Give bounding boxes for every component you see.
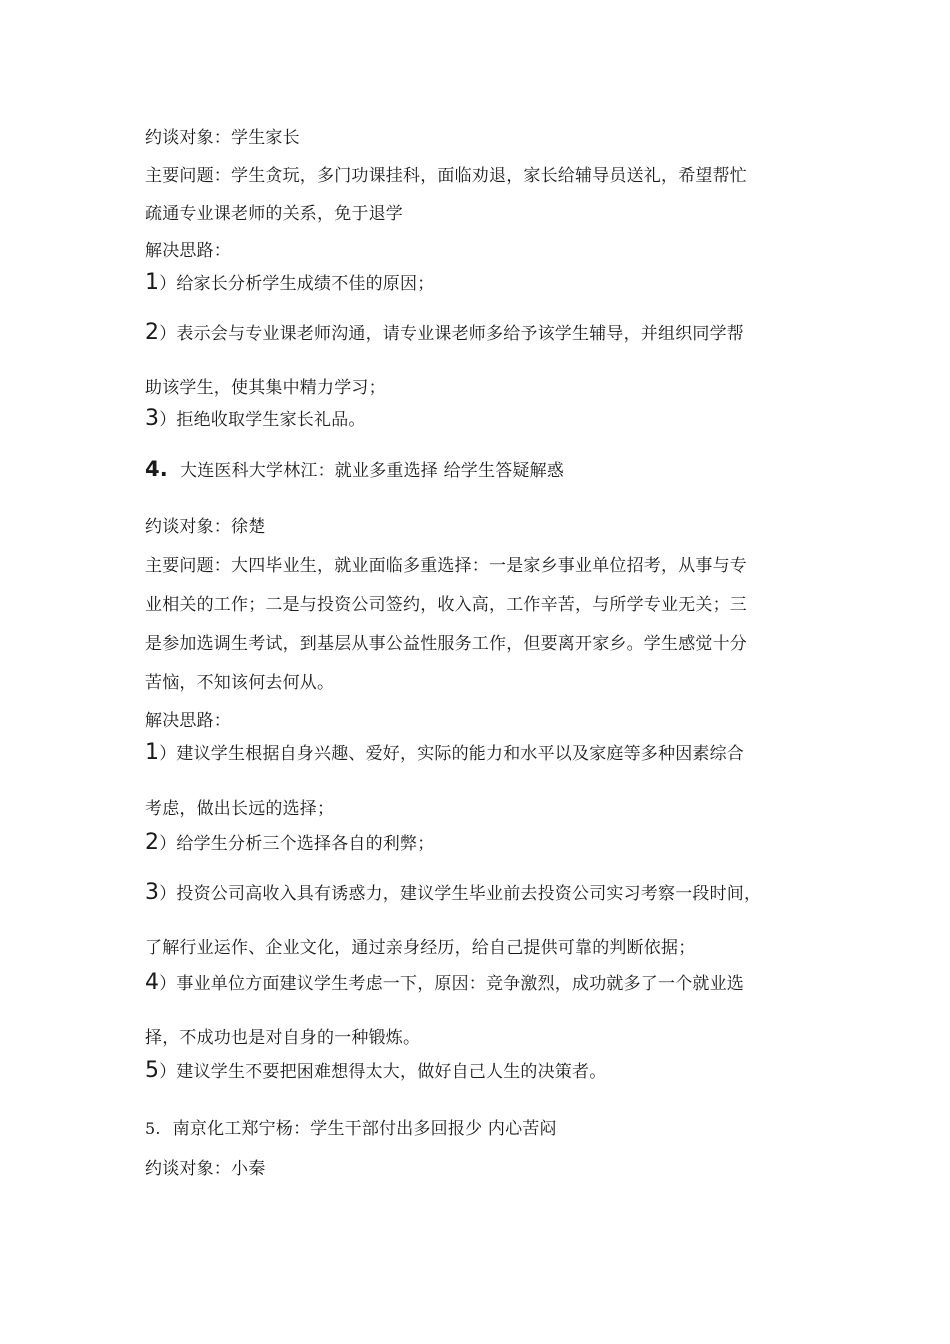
item-text: ）表示会与专业课老师沟通，请专业课老师多给予该学生辅导，并组织同学帮 <box>159 324 745 344</box>
item-text: ）建议学生根据自身兴趣、爱好，实际的能力和水平以及家庭等多种因素综合 <box>159 744 745 764</box>
problem-text: 苦恼，不知该何去何从。 <box>145 673 335 693</box>
problem-text: 主要问题：学生贪玩，多门功课挂科，面临劝退，家长给辅导员送礼，希望帮忙 <box>145 166 747 186</box>
item-text: ）拒绝收取学生家长礼品。 <box>159 410 366 430</box>
problem-text: 是参加选调生考试，到基层从事公益性服务工作，但要离开家乡。学生感觉十分 <box>145 634 747 654</box>
item-text: ）投资公司高收入具有诱惑力，建议学生毕业前去投资公司实习考察一段时间， <box>159 884 762 904</box>
target-label: 约谈对象：徐楚 <box>145 517 266 537</box>
target-label: 约谈对象：小秦 <box>145 1159 266 1179</box>
item-text-continued: 择，不成功也是对自身的一种锻炼。 <box>145 1028 421 1048</box>
list-item <box>145 272 434 295</box>
list-item <box>145 1060 606 1083</box>
item-text: ）给学生分析三个选择各自的利弊； <box>159 834 435 854</box>
item-text: ）事业单位方面建议学生考虑一下，原因：竞争激烈，成功就多了一个就业选 <box>159 974 745 994</box>
item-number: 5 <box>145 1058 160 1083</box>
problem-text: 业相关的工作；二是与投资公司签约，收入高，工作辛苦，与所学专业无关；三 <box>145 595 747 615</box>
item-number: 3 <box>145 406 160 431</box>
solution-label: 解决思路： <box>145 711 231 731</box>
item-text-continued: 了解行业运作、企业文化，通过亲身经历，给自己提供可靠的判断依据； <box>145 938 696 958</box>
section-heading <box>145 1118 557 1140</box>
list-item <box>145 832 434 855</box>
heading-number: 5. <box>145 1119 161 1138</box>
list-item <box>145 408 366 431</box>
item-number: 2 <box>145 320 160 345</box>
list-item <box>145 882 761 905</box>
item-number: 2 <box>145 830 160 855</box>
problem-text: 疏通专业课老师的关系，免于退学 <box>145 204 403 224</box>
item-number: 4 <box>145 970 160 995</box>
solution-label: 解决思路： <box>145 241 231 261</box>
list-item <box>145 742 744 765</box>
item-text-continued: 助该学生，使其集中精力学习； <box>145 378 386 398</box>
problem-text: 主要问题：大四毕业生，就业面临多重选择：一是家乡事业单位招考，从事与专 <box>145 556 747 576</box>
target-label: 约谈对象：学生家长 <box>145 128 300 148</box>
item-number: 1 <box>145 270 160 295</box>
item-number: 3 <box>145 880 160 905</box>
heading-text: 南京化工郑宁杨：学生干部付出多回报少 内心苦闷 <box>172 1119 557 1139</box>
list-item <box>145 322 744 345</box>
list-item <box>145 972 744 995</box>
item-text-continued: 考虑，做出长远的选择； <box>145 799 335 819</box>
heading-text: 大连医科大学林江：就业多重选择 给学生答疑解惑 <box>180 461 565 481</box>
section-heading <box>145 458 564 482</box>
item-text: ）建议学生不要把困难想得太大，做好自己人生的决策者。 <box>159 1062 607 1082</box>
item-text: ）给家长分析学生成绩不佳的原因； <box>159 274 435 294</box>
item-number: 1 <box>145 740 160 765</box>
heading-number: 4. <box>145 457 168 481</box>
